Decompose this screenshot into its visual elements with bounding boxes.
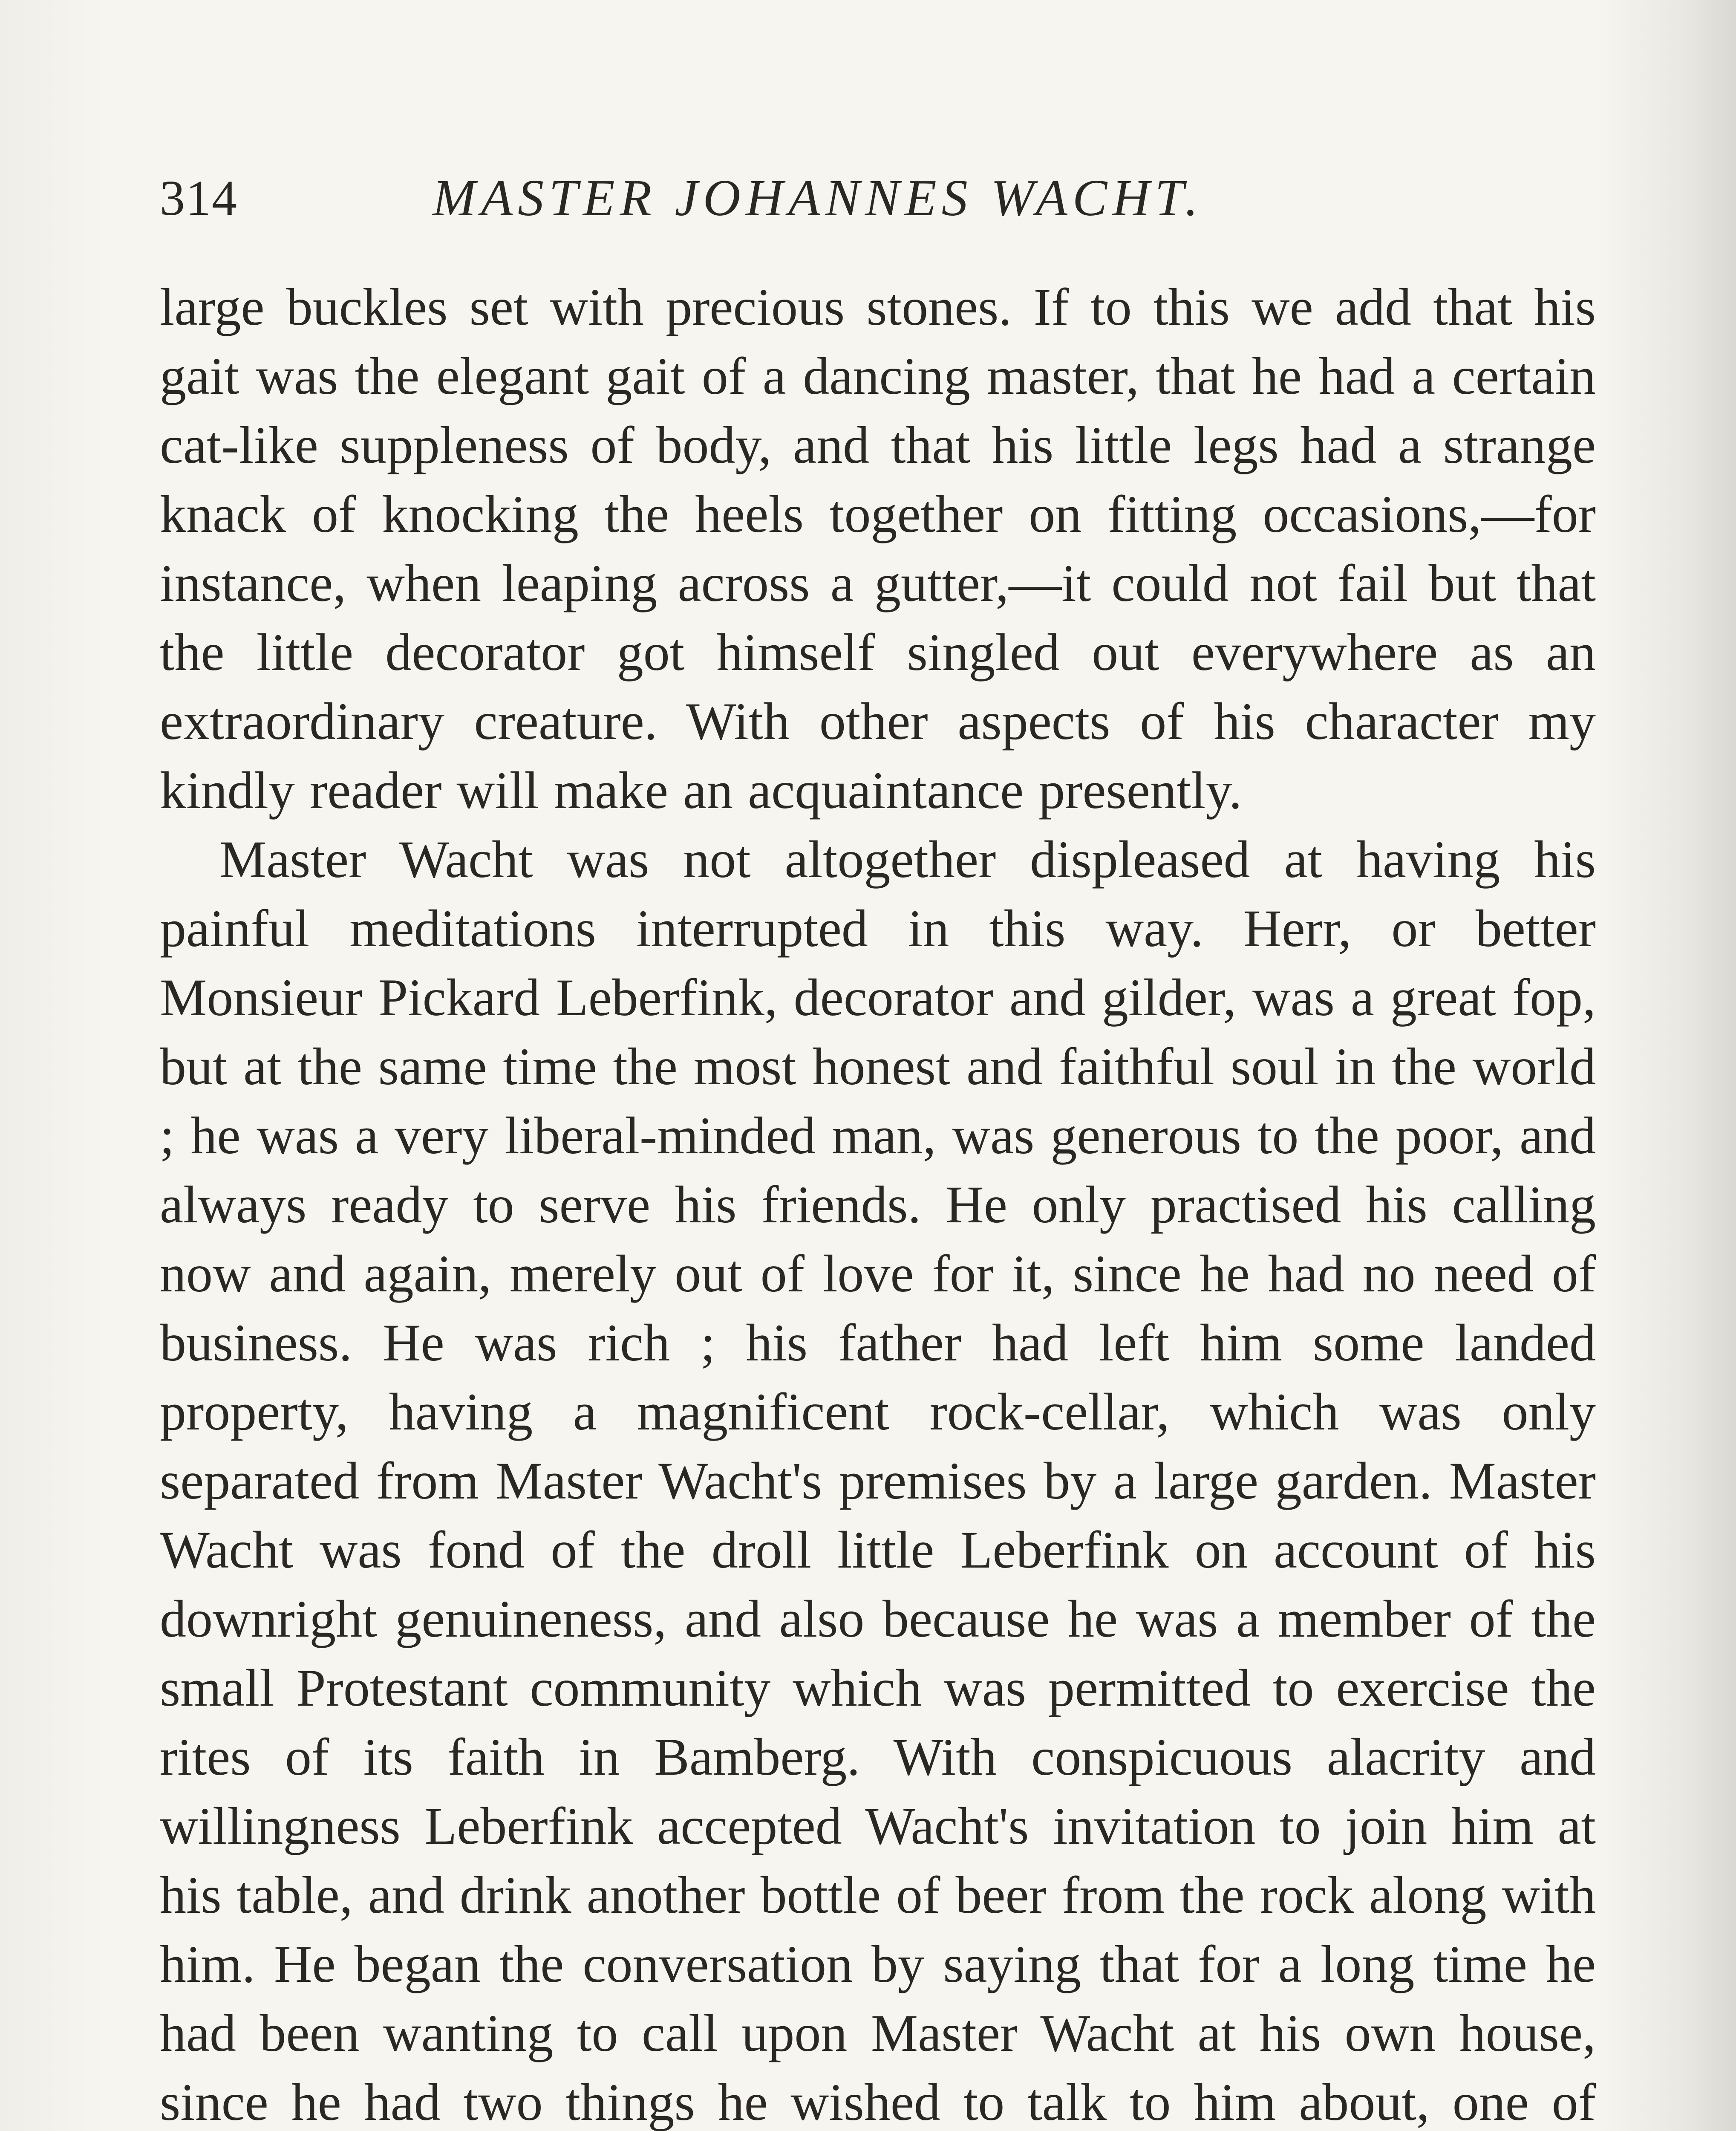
body-text <box>160 273 1596 2131</box>
paragraph-2: Master Wacht was not altogether displeased at having his painful meditations interrupted in this way. Herr, or better Monsieur Pickard Leberfink, decorator and gilder, was a great fop, but at the same time the most honest and faithful soul in the world ; he was a very liberal-minded man, was generous to the poor, and always ready to serve his friends. He only practised his calling now and again, merely out of love for it, since he had no need of business. He was rich ; his father had left him some landed property, having a magnificent rock-cellar, which was only separated from Master Wacht's premises by a large garden. Master Wacht was fond of the droll little Leberfink on account of his downright genuineness, and also because he was a member of the small Protestant community which was permitted to exercise the rites of its faith in Bamberg. With conspicuous alacrity and willingness Leberfink accepted Wacht's invitation to join him at his table, and drink another bottle of beer from the rock along with him. He began the conversation by saying that for a long time he had been wanting to call upon Master Wacht at his own house, since he had two things he wished to talk to him about, one of <box>160 830 1596 2131</box>
page-header <box>160 162 1596 234</box>
running-title: MASTER JOHANNES WACHT. <box>433 169 1203 227</box>
page-number: 314 <box>160 170 238 226</box>
paragraph-1: large buckles set with precious stones. If to this we add that his gait was the elegant gait of a dancing master, that he had a certain cat-like suppleness of body, and that his little legs had a strange knack of knocking the heels together on fitting occasions,—for instance, when leaping across a gutter,—it could not fail but that the little decorator got himself singled out everywhere as an extraordinary creature. With other aspects of his character my kindly reader will make an acquaintance presently. <box>160 278 1596 820</box>
